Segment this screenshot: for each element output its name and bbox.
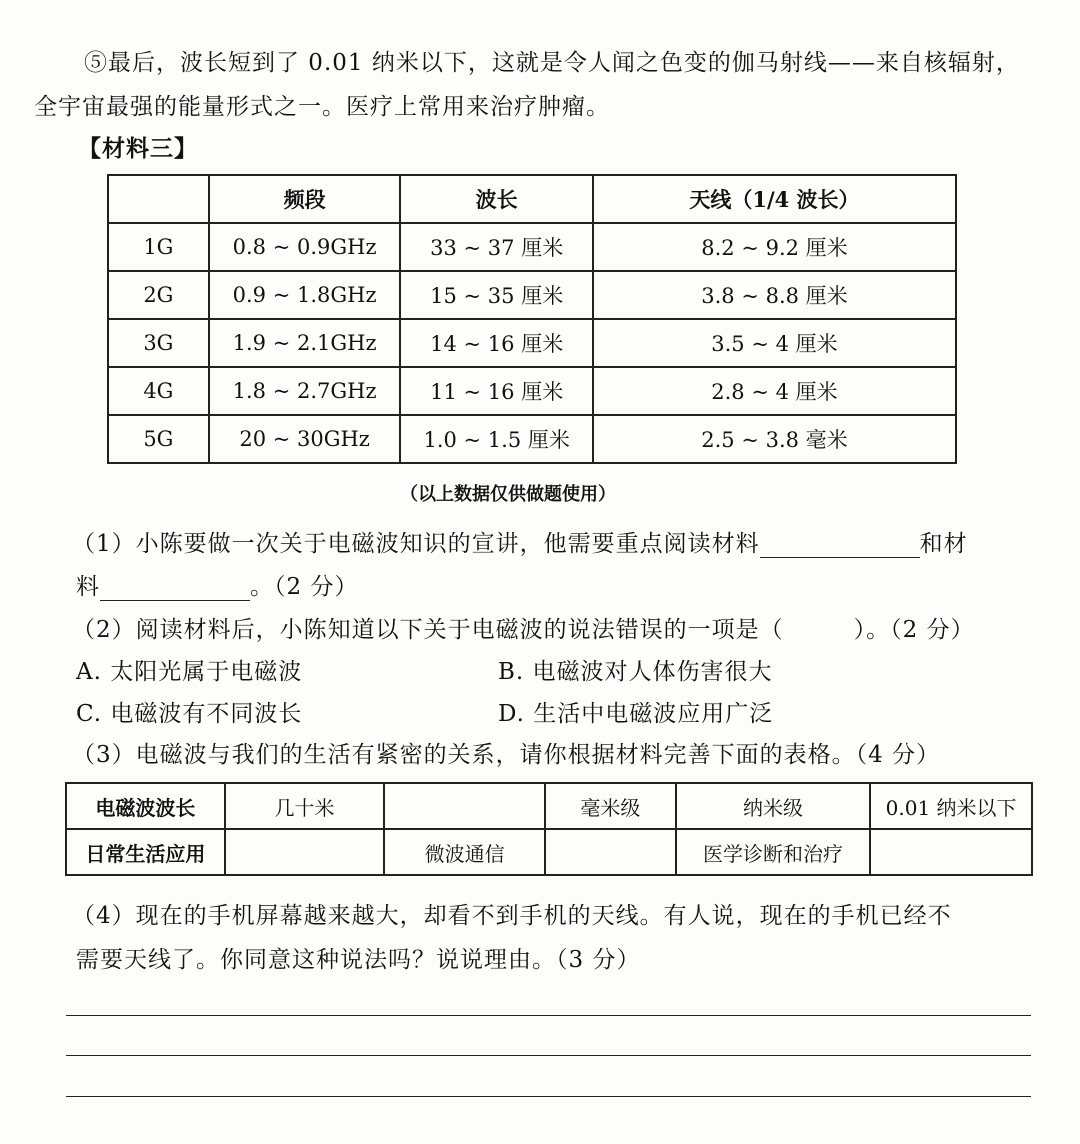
question-4-line-2: 需要天线了。你同意这种说法吗？说说理由。（3 分） <box>76 947 641 973</box>
table-cell: 3.5 ~ 4 厘米 <box>593 319 956 367</box>
question-4-line-1: （4）现在的手机屏幕越来越大，却看不到手机的天线。有人说，现在的手机已经不 <box>72 903 952 929</box>
answer-line-1[interactable] <box>66 1015 1031 1016</box>
table-cell: 微波通信 <box>384 829 545 875</box>
option-b: B. 电磁波对人体伤害很大 <box>498 659 773 685</box>
answer-line-2[interactable] <box>66 1055 1031 1056</box>
answer-blank-1[interactable] <box>760 531 920 558</box>
header-cell <box>108 175 209 223</box>
question-1-line-1 <box>72 525 968 558</box>
material-3-title: 【材料三】 <box>78 135 198 162</box>
question-3-table <box>65 782 1033 876</box>
table-cell: 0.9 ~ 1.8GHz <box>209 271 401 319</box>
table-cell: 5G <box>108 415 209 463</box>
table-row <box>108 271 956 319</box>
table-cell: 1.9 ~ 2.1GHz <box>209 319 401 367</box>
table-row <box>66 829 1032 875</box>
table-cell: 2G <box>108 271 209 319</box>
table-cell: 医学诊断和治疗 <box>676 829 871 875</box>
table-cell: 3.8 ~ 8.8 厘米 <box>593 271 956 319</box>
answer-cell[interactable] <box>384 783 545 829</box>
table-cell: 1G <box>108 223 209 271</box>
question-1-text-cont: 和材 <box>919 531 968 557</box>
table-cell: 纳米级 <box>676 783 871 829</box>
header-cell: 天线（1/4 波长） <box>593 175 956 223</box>
table-cell: 2.5 ~ 3.8 毫米 <box>593 415 956 463</box>
table-cell: 8.2 ~ 9.2 厘米 <box>593 223 956 271</box>
table-row <box>66 783 1032 829</box>
paragraph-5-line-2: 全宇宙最强的能量形式之一。医疗上常用来治疗肿瘤。 <box>34 94 610 120</box>
header-cell: 频段 <box>209 175 401 223</box>
table-row <box>108 415 956 463</box>
table-cell: 3G <box>108 319 209 367</box>
question-3-stem: （3）电磁波与我们的生活有紧密的关系，请你根据材料完善下面的表格。（4 分） <box>72 742 941 768</box>
option-a: A. 太阳光属于电磁波 <box>76 659 303 685</box>
table-row <box>108 367 956 415</box>
header-cell: 波长 <box>400 175 593 223</box>
table-header-row <box>108 175 956 223</box>
answer-paren[interactable] <box>784 617 854 643</box>
question-2-text: （2）阅读材料后，小陈知道以下关于电磁波的说法错误的一项是（ <box>72 617 784 643</box>
material-3-table <box>107 174 957 464</box>
table-row <box>108 319 956 367</box>
question-1-text-cont: 料 <box>76 574 100 600</box>
table-cell: 4G <box>108 367 209 415</box>
answer-cell[interactable] <box>545 829 676 875</box>
answer-cell[interactable] <box>225 829 385 875</box>
question-2-score: ）。（2 分） <box>853 617 975 643</box>
question-2-stem <box>72 611 975 644</box>
question-1-score: 。（2 分） <box>250 574 359 600</box>
table-cell: 11 ~ 16 厘米 <box>400 367 593 415</box>
table-cell: 20 ~ 30GHz <box>209 415 401 463</box>
row-header-application: 日常生活应用 <box>66 829 225 875</box>
option-d: D. 生活中电磁波应用广泛 <box>498 701 774 727</box>
question-1-text: （1）小陈要做一次关于电磁波知识的宣讲，他需要重点阅读材料 <box>72 531 760 557</box>
table-cell: 2.8 ~ 4 厘米 <box>593 367 956 415</box>
table-row <box>108 223 956 271</box>
question-1-line-2 <box>76 568 358 601</box>
row-header-wavelength: 电磁波波长 <box>66 783 225 829</box>
table-cell: 0.8 ~ 0.9GHz <box>209 223 401 271</box>
table-cell: 0.01 纳米以下 <box>870 783 1032 829</box>
table-cell: 1.0 ~ 1.5 厘米 <box>400 415 593 463</box>
table-cell: 几十米 <box>225 783 385 829</box>
table-cell: 33 ~ 37 厘米 <box>400 223 593 271</box>
option-c: C. 电磁波有不同波长 <box>76 701 303 727</box>
table-cell: 15 ~ 35 厘米 <box>400 271 593 319</box>
table-cell: 1.8 ~ 2.7GHz <box>209 367 401 415</box>
table-cell: 14 ~ 16 厘米 <box>400 319 593 367</box>
answer-cell[interactable] <box>870 829 1032 875</box>
answer-line-3[interactable] <box>66 1096 1031 1097</box>
table-note: （以上数据仅供做题使用） <box>400 484 616 505</box>
paragraph-5-line-1: ⑤最后，波长短到了 0.01 纳米以下，这就是令人闻之色变的伽马射线——来自核辐射， <box>84 50 1020 76</box>
answer-blank-2[interactable] <box>100 574 250 601</box>
table-cell: 毫米级 <box>545 783 676 829</box>
